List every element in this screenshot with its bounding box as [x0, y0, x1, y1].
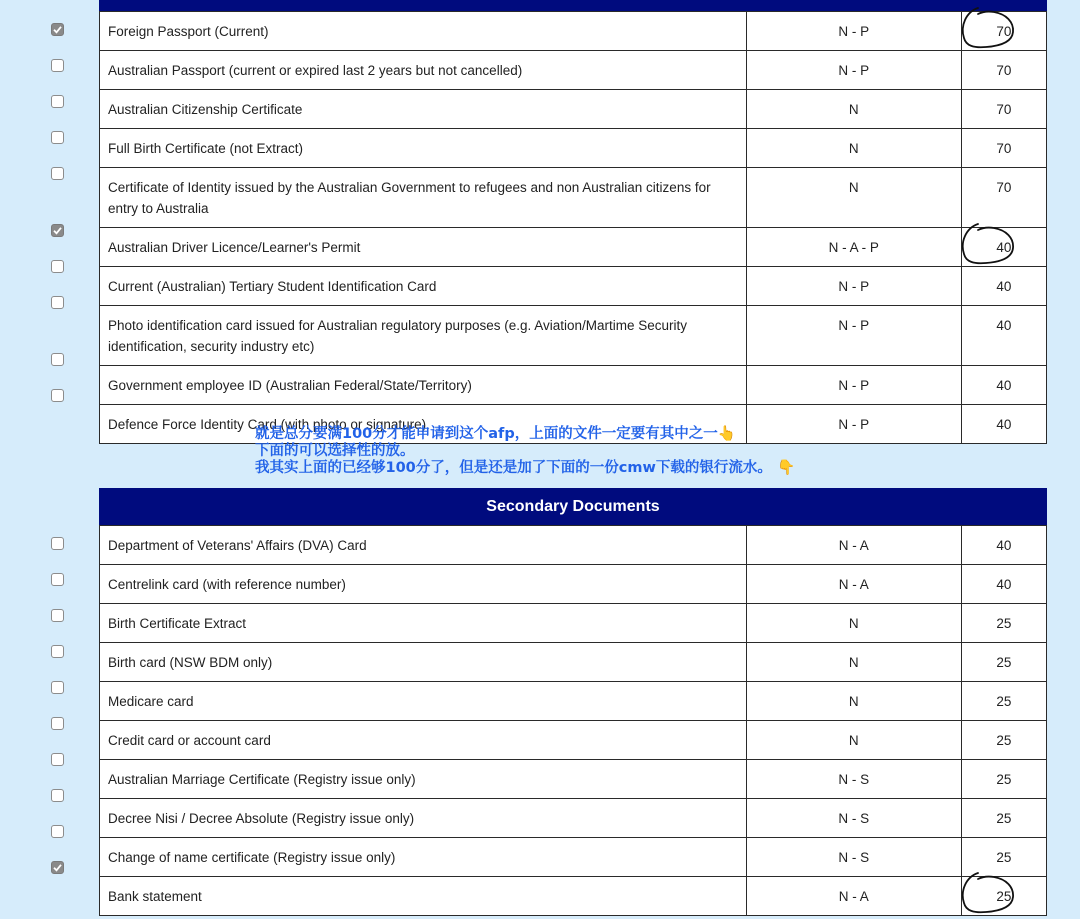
document-category-code: N - S: [746, 838, 961, 877]
document-row: [100, 51, 1047, 90]
note-line-2: 下面的可以选择性的放。: [255, 443, 415, 459]
document-name: Defence Force Identity Card (with photo or signature): [100, 405, 747, 444]
checkmark-icon: [52, 225, 63, 236]
document-checkbox[interactable]: [51, 389, 64, 402]
document-row: [100, 306, 1047, 366]
document-category-code: N - A - P: [746, 228, 961, 267]
document-category-code: N - A: [746, 877, 961, 916]
document-points: [961, 682, 1046, 721]
points-value: 70: [996, 63, 1012, 78]
points-value: 40: [996, 318, 1012, 333]
document-name: Certificate of Identity issued by the Australian Government to refugees and non Australian citizens for entry to Australia: [100, 168, 747, 228]
document-category-code: N: [746, 643, 961, 682]
points-value: 25: [996, 616, 1012, 631]
document-row: [100, 721, 1047, 760]
document-name: Australian Driver Licence/Learner's Permit: [100, 228, 747, 267]
document-name: Birth card (NSW BDM only): [100, 643, 747, 682]
document-name: Photo identification card issued for Australian regulatory purposes (e.g. Aviation/Martime Security identification, security industry etc): [100, 306, 747, 366]
document-points: [961, 51, 1046, 90]
document-checkbox[interactable]: [51, 353, 64, 366]
points-value: 40: [996, 417, 1012, 432]
primary-documents-table: [99, 11, 1047, 444]
document-category-code: N - S: [746, 760, 961, 799]
document-row: [100, 228, 1047, 267]
document-points: [961, 12, 1046, 51]
points-value: 25: [996, 850, 1012, 865]
document-name: Full Birth Certificate (not Extract): [100, 129, 747, 168]
document-row: [100, 90, 1047, 129]
points-value: 40: [996, 538, 1012, 553]
document-points: [961, 366, 1046, 405]
document-row: [100, 526, 1047, 565]
document-checkbox[interactable]: [51, 861, 64, 874]
points-value: 25: [996, 655, 1012, 670]
pointing-up-icon: 👆: [717, 426, 736, 442]
document-checkbox[interactable]: [51, 296, 64, 309]
document-checkbox[interactable]: [51, 167, 64, 180]
document-row: [100, 267, 1047, 306]
document-points: [961, 721, 1046, 760]
points-value: 40: [996, 577, 1012, 592]
document-name: Current (Australian) Tertiary Student Identification Card: [100, 267, 747, 306]
document-category-code: N - A: [746, 565, 961, 604]
document-checkbox[interactable]: [51, 681, 64, 694]
document-row: [100, 682, 1047, 721]
document-points: [961, 267, 1046, 306]
points-value: 25: [996, 811, 1012, 826]
document-row: [100, 12, 1047, 51]
document-points: [961, 877, 1046, 916]
document-points: [961, 565, 1046, 604]
document-name: Foreign Passport (Current): [100, 12, 747, 51]
document-name: Medicare card: [100, 682, 747, 721]
points-value: 40: [996, 279, 1012, 294]
document-category-code: N: [746, 604, 961, 643]
document-category-code: N - P: [746, 267, 961, 306]
document-points: [961, 838, 1046, 877]
document-row: [100, 129, 1047, 168]
pointing-down-icon: 👇: [776, 460, 795, 476]
points-value: 40: [996, 240, 1012, 255]
points-value: 70: [996, 141, 1012, 156]
document-checkbox[interactable]: [51, 260, 64, 273]
document-points: [961, 228, 1046, 267]
document-row: [100, 877, 1047, 916]
points-value: 25: [996, 772, 1012, 787]
document-checkbox[interactable]: [51, 789, 64, 802]
document-points: [961, 168, 1046, 228]
document-points: [961, 129, 1046, 168]
document-checkbox[interactable]: [51, 717, 64, 730]
points-value: 25: [996, 694, 1012, 709]
handwritten-note: [255, 426, 875, 477]
document-category-code: N: [746, 90, 961, 129]
document-checkbox[interactable]: [51, 23, 64, 36]
document-name: Decree Nisi / Decree Absolute (Registry issue only): [100, 799, 747, 838]
document-category-code: N - P: [746, 306, 961, 366]
document-row: [100, 643, 1047, 682]
document-points: [961, 643, 1046, 682]
document-category-code: N: [746, 721, 961, 760]
document-category-code: N - P: [746, 405, 961, 444]
document-checkbox[interactable]: [51, 95, 64, 108]
document-checkbox[interactable]: [51, 573, 64, 586]
points-value: 70: [996, 102, 1012, 117]
document-name: Bank statement: [100, 877, 747, 916]
document-checkbox[interactable]: [51, 753, 64, 766]
secondary-documents-header: Secondary Documents: [99, 488, 1047, 525]
document-category-code: N - S: [746, 799, 961, 838]
document-category-code: N: [746, 168, 961, 228]
document-row: [100, 366, 1047, 405]
document-row: [100, 799, 1047, 838]
document-checkbox[interactable]: [51, 59, 64, 72]
document-points: [961, 405, 1046, 444]
document-name: Government employee ID (Australian Federal/State/Territory): [100, 366, 747, 405]
document-points: [961, 306, 1046, 366]
document-name: Australian Passport (current or expired last 2 years but not cancelled): [100, 51, 747, 90]
document-checkbox[interactable]: [51, 224, 64, 237]
document-name: Australian Citizenship Certificate: [100, 90, 747, 129]
document-category-code: N: [746, 129, 961, 168]
document-category-code: N: [746, 682, 961, 721]
document-name: Australian Marriage Certificate (Registry issue only): [100, 760, 747, 799]
checkmark-icon: [52, 862, 63, 873]
document-name: Birth Certificate Extract: [100, 604, 747, 643]
document-checkbox[interactable]: [51, 645, 64, 658]
points-value: 25: [996, 889, 1012, 904]
note-line-1: 就是总分要满100分才能申请到这个afp，上面的文件一定要有其中之一👆: [255, 426, 736, 442]
document-category-code: N - P: [746, 51, 961, 90]
points-value: 25: [996, 733, 1012, 748]
document-name: Credit card or account card: [100, 721, 747, 760]
document-checkbox[interactable]: [51, 131, 64, 144]
document-category-code: N - A: [746, 526, 961, 565]
document-points: [961, 526, 1046, 565]
document-points: [961, 90, 1046, 129]
document-name: Change of name certificate (Registry issue only): [100, 838, 747, 877]
document-name: Department of Veterans' Affairs (DVA) Card: [100, 526, 747, 565]
document-checkbox[interactable]: [51, 609, 64, 622]
document-points: [961, 799, 1046, 838]
document-category-code: N - P: [746, 366, 961, 405]
document-checkbox[interactable]: [51, 825, 64, 838]
document-row: [100, 168, 1047, 228]
checkmark-icon: [52, 24, 63, 35]
document-name: Centrelink card (with reference number): [100, 565, 747, 604]
document-checkbox[interactable]: [51, 537, 64, 550]
points-value: 70: [996, 24, 1012, 39]
secondary-documents-table: [99, 525, 1047, 916]
points-value: 70: [996, 180, 1012, 195]
document-points: [961, 760, 1046, 799]
note-line-3: 我其实上面的已经够100分了，但是还是加了下面的一份cmw下载的银行流水。 👇: [255, 460, 795, 476]
points-value: 40: [996, 378, 1012, 393]
document-row: [100, 838, 1047, 877]
document-row: [100, 760, 1047, 799]
document-row: [100, 604, 1047, 643]
document-category-code: N - P: [746, 12, 961, 51]
document-points: [961, 604, 1046, 643]
document-row: [100, 565, 1047, 604]
